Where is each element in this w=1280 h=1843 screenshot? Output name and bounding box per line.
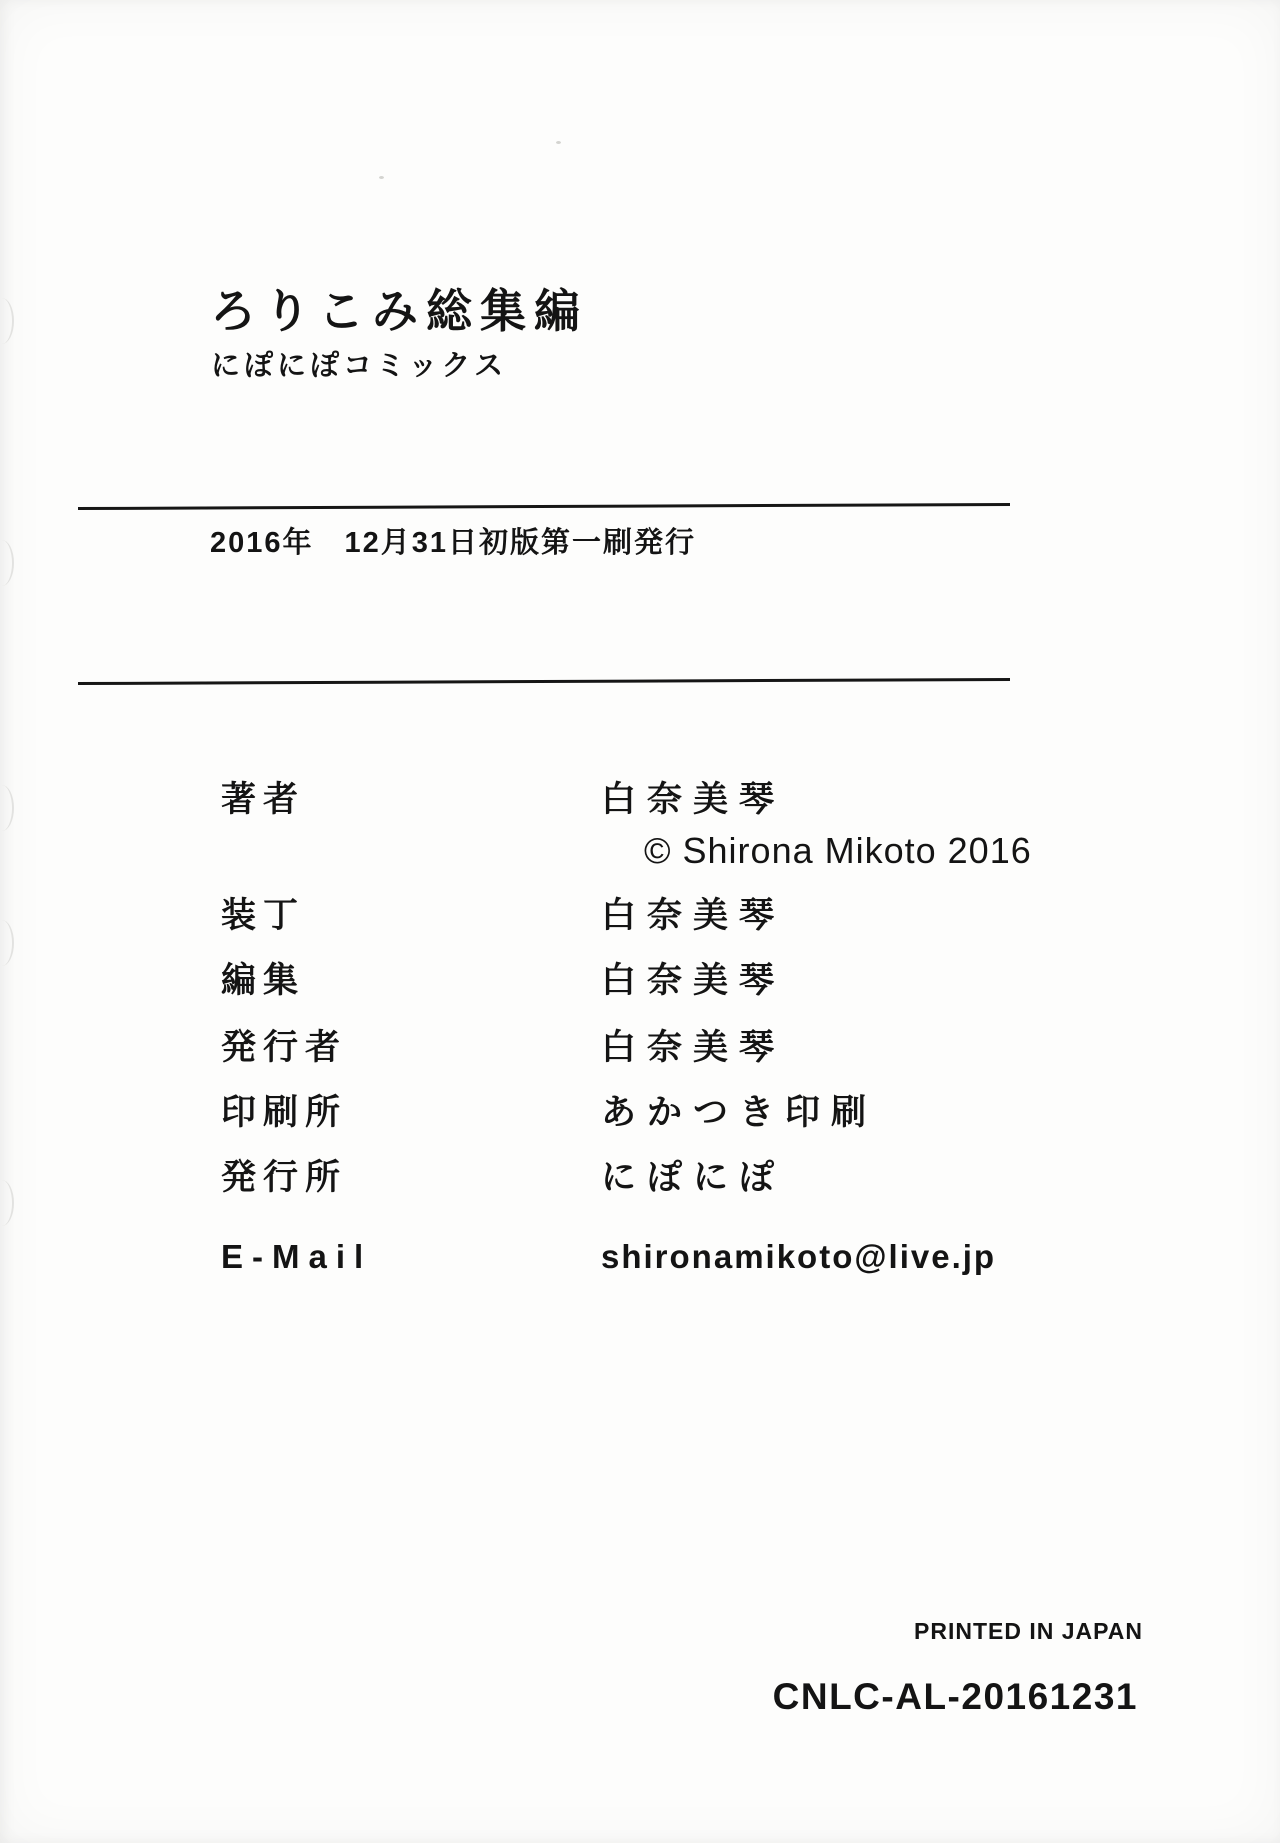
credit-value: 白奈美琴: [601, 896, 786, 935]
edition-line: 2016年 12月31日初版第一刷発行: [210, 527, 697, 559]
scan-artifact: [0, 298, 14, 344]
credit-label: E-Mail: [221, 1238, 373, 1275]
divider-bottom: [78, 678, 1010, 685]
catalog-code: CNLC-AL-20161231: [772, 1676, 1138, 1717]
credit-label: 著者: [221, 780, 306, 819]
imprint-label: にぽにぽコミックス: [211, 350, 508, 382]
scan-speck: [556, 141, 561, 144]
credit-value: 白奈美琴: [601, 780, 786, 819]
credit-row-publishing-house: [0, 1160, 1280, 1204]
credit-row-design: [0, 898, 1280, 942]
credit-row-printer: [0, 1095, 1280, 1139]
credit-label: 発行所: [221, 1158, 348, 1197]
book-title: ろりこみ総集編: [210, 285, 588, 337]
printed-in-japan: PRINTED IN JAPAN: [914, 1618, 1143, 1644]
credit-row-email: [0, 1240, 1280, 1284]
credit-value: 白奈美琴: [601, 1028, 786, 1067]
credit-label: 装丁: [221, 896, 306, 935]
scan-artifact: [0, 540, 14, 586]
credit-value: あかつき印刷: [601, 1093, 878, 1132]
credit-row-editing: [0, 963, 1280, 1007]
credit-row-author: [0, 782, 1280, 826]
copyright-line: © Shirona Mikoto 2016: [644, 830, 1032, 871]
credit-row-publisher-person: [0, 1030, 1280, 1074]
credit-value: 白奈美琴: [601, 961, 786, 1000]
credit-value: にぽにぽ: [601, 1158, 786, 1197]
divider-top: [78, 503, 1010, 510]
email-address: shironamikoto@live.jp: [601, 1238, 997, 1275]
credit-label: 発行者: [221, 1028, 348, 1067]
credit-label: 印刷所: [221, 1093, 348, 1132]
credit-label: 編集: [221, 961, 306, 1000]
scan-speck: [379, 176, 384, 179]
